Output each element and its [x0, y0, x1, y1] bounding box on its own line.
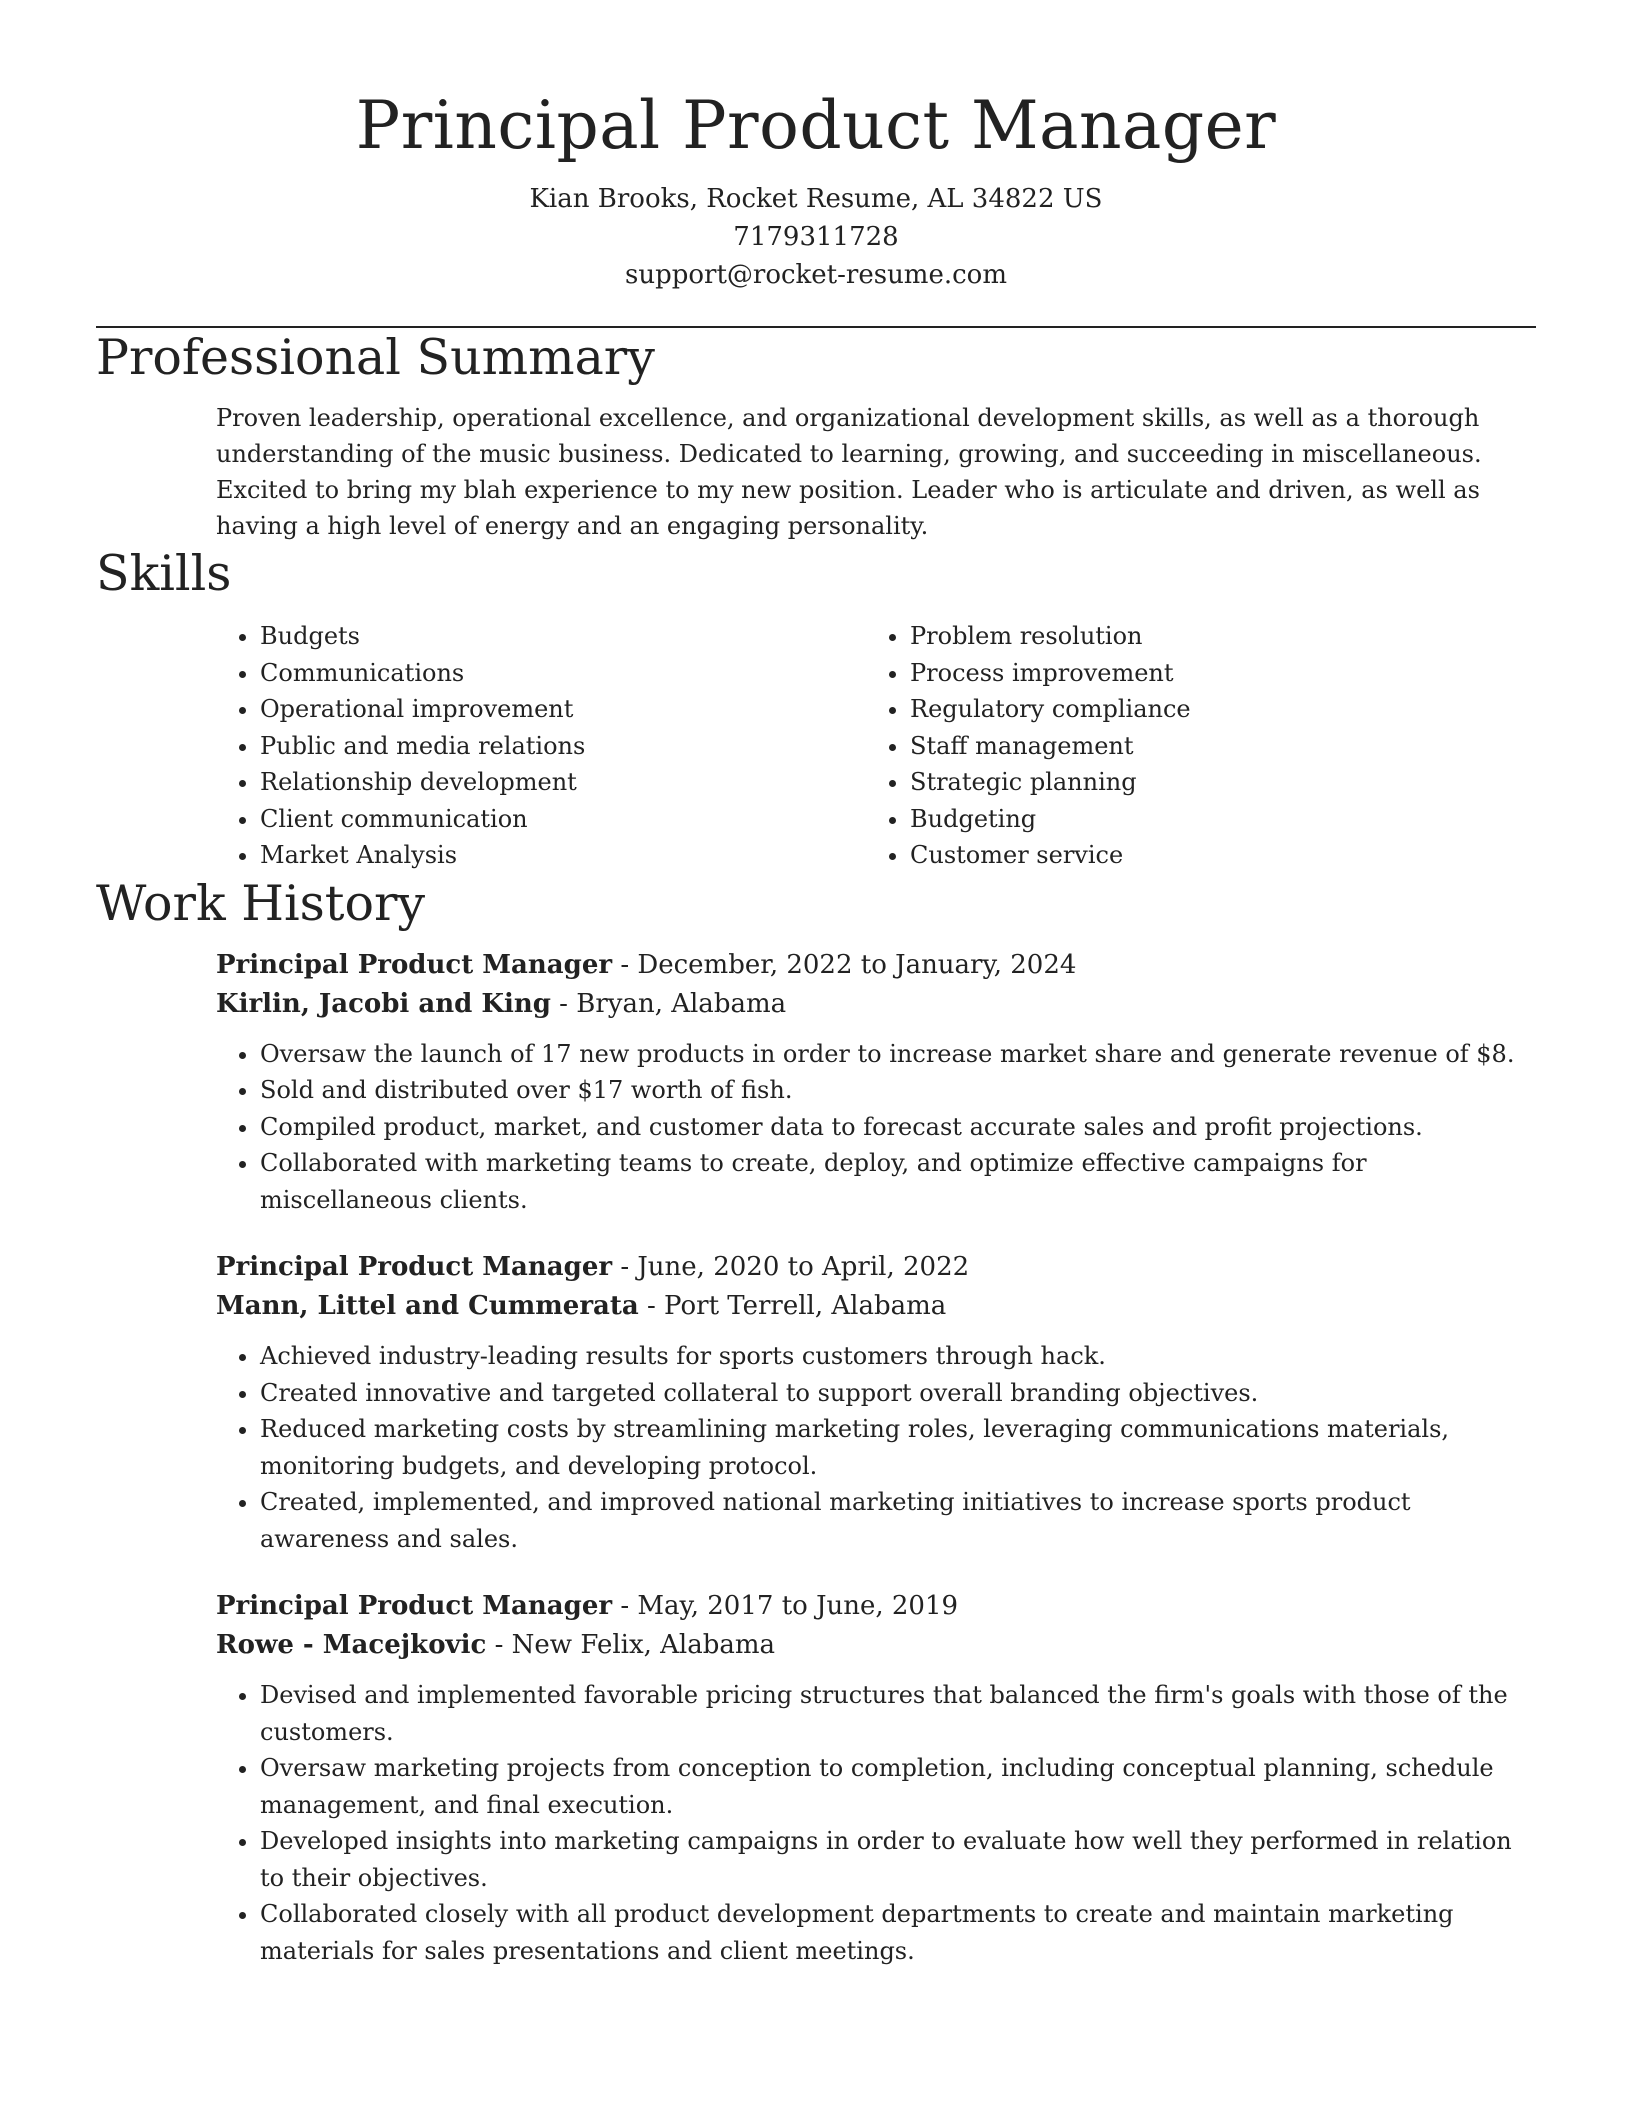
job-bullet: • Compiled product, market, and customer data to forecast accurate sales and profit projections.	[260, 1109, 1536, 1146]
job-bullet: • Sold and distributed over $17 worth of fish.	[260, 1072, 1536, 1109]
skills-heading: Skills	[96, 545, 232, 602]
job-company-line	[216, 985, 1536, 1024]
resume-page	[96, 0, 1536, 1969]
skills-section	[96, 544, 1536, 874]
skills-list-right	[866, 618, 1510, 874]
skill-item: • Customer service	[910, 837, 1510, 874]
job-location: - Port Terrell, Alabama	[638, 1291, 947, 1321]
job-bullet: • Developed insights into marketing campaigns in order to evaluate how well they performed in relation to their objectives.	[260, 1823, 1536, 1896]
job-bullet: • Created, implemented, and improved national marketing initiatives to increase sports product awareness and sales.	[260, 1484, 1536, 1557]
skill-item: • Communications	[260, 655, 866, 692]
job-bullet: • Devised and implemented favorable pricing structures that balanced the firm's goals with those of the customers.	[260, 1677, 1536, 1750]
job-company-line	[216, 1626, 1536, 1665]
job-bullets	[216, 1338, 1536, 1557]
skill-item: • Strategic planning	[910, 764, 1510, 801]
job-bullet: • Oversaw marketing projects from conception to completion, including conceptual planning, schedule management, and final execution.	[260, 1750, 1536, 1823]
job-title-line	[216, 1587, 1536, 1626]
skill-item: • Staff management	[910, 728, 1510, 765]
work-history-section	[96, 874, 1536, 1970]
job-bullets	[216, 1677, 1536, 1969]
job-title-line	[216, 946, 1536, 985]
summary-text: Proven leadership, operational excellence, and organizational development skills, as well as a thorough understanding of the music business. Dedicated to learning, growing, and succeeding in miscellaneous. Excited to bring my blah experience to my new position. Leader who is articulate and driven, as well as having a high level of energy and an engaging personality.	[216, 404, 1482, 540]
contact-info	[96, 180, 1536, 294]
skill-item: • Relationship development	[260, 764, 866, 801]
skill-item: • Process improvement	[910, 655, 1510, 692]
job-title-line	[216, 1248, 1536, 1287]
job-company: Mann, Littel and Cummerata	[216, 1291, 639, 1321]
job-location: - Bryan, Alabama	[550, 988, 787, 1019]
contact-email: support@rocket-resume.com	[624, 260, 1007, 290]
skills-list-left	[216, 618, 866, 874]
skill-item: • Budgets	[260, 618, 866, 655]
job-bullet: • Reduced marketing costs by streamlining marketing roles, leveraging communications materials, monitoring budgets, and developing protocol.	[260, 1411, 1536, 1484]
job-dates: - June, 2020 to April, 2022	[612, 1252, 970, 1282]
skill-item: • Budgeting	[910, 801, 1510, 838]
job-list	[216, 946, 1536, 1970]
job-company-line	[216, 1287, 1536, 1326]
skill-item: • Client communication	[260, 801, 866, 838]
skill-item: • Regulatory compliance	[910, 691, 1510, 728]
skill-item: • Market Analysis	[260, 837, 866, 874]
job-bullet: • Achieved industry-leading results for sports customers through hack.	[260, 1338, 1536, 1375]
job-bullet: • Oversaw the launch of 17 new products in order to increase market share and generate revenue of $8.	[260, 1036, 1536, 1073]
job-bullet: • Collaborated closely with all product development departments to create and maintain marketing materials for sales presentations and client meetings.	[260, 1896, 1536, 1969]
job-bullet: • Created innovative and targeted collateral to support overall branding objectives.	[260, 1375, 1536, 1412]
skill-item: • Public and media relations	[260, 728, 866, 765]
job-company: Kirlin, Jacobi and King	[216, 988, 551, 1019]
skill-item: • Problem resolution	[910, 618, 1510, 655]
job-title: Principal Product Manager	[216, 949, 613, 980]
resume-title: Principal Product Manager	[355, 87, 1277, 164]
contact-phone: 7179311728	[733, 222, 899, 252]
professional-summary-section	[96, 328, 1536, 544]
job-bullets	[216, 1036, 1536, 1219]
skills-grid	[216, 618, 1536, 874]
contact-address: Kian Brooks, Rocket Resume, AL 34822 US	[529, 184, 1103, 214]
job-title: Principal Product Manager	[216, 1591, 613, 1621]
job-dates: - May, 2017 to June, 2019	[612, 1591, 959, 1621]
resume-header	[96, 0, 1536, 294]
job-dates: - December, 2022 to January, 2024	[612, 949, 1077, 980]
job-entry	[216, 1587, 1536, 1969]
job-bullet: • Collaborated with marketing teams to create, deploy, and optimize effective campaigns for miscellaneous clients.	[260, 1145, 1536, 1218]
skill-item: • Operational improvement	[260, 691, 866, 728]
job-entry	[216, 946, 1536, 1219]
summary-heading: Professional Summary	[96, 329, 655, 386]
job-location: - New Felix, Alabama	[486, 1630, 776, 1660]
job-company: Rowe - Macejkovic	[216, 1630, 487, 1660]
job-title: Principal Product Manager	[216, 1252, 613, 1282]
work-history-heading: Work History	[96, 874, 426, 932]
job-entry	[216, 1248, 1536, 1557]
